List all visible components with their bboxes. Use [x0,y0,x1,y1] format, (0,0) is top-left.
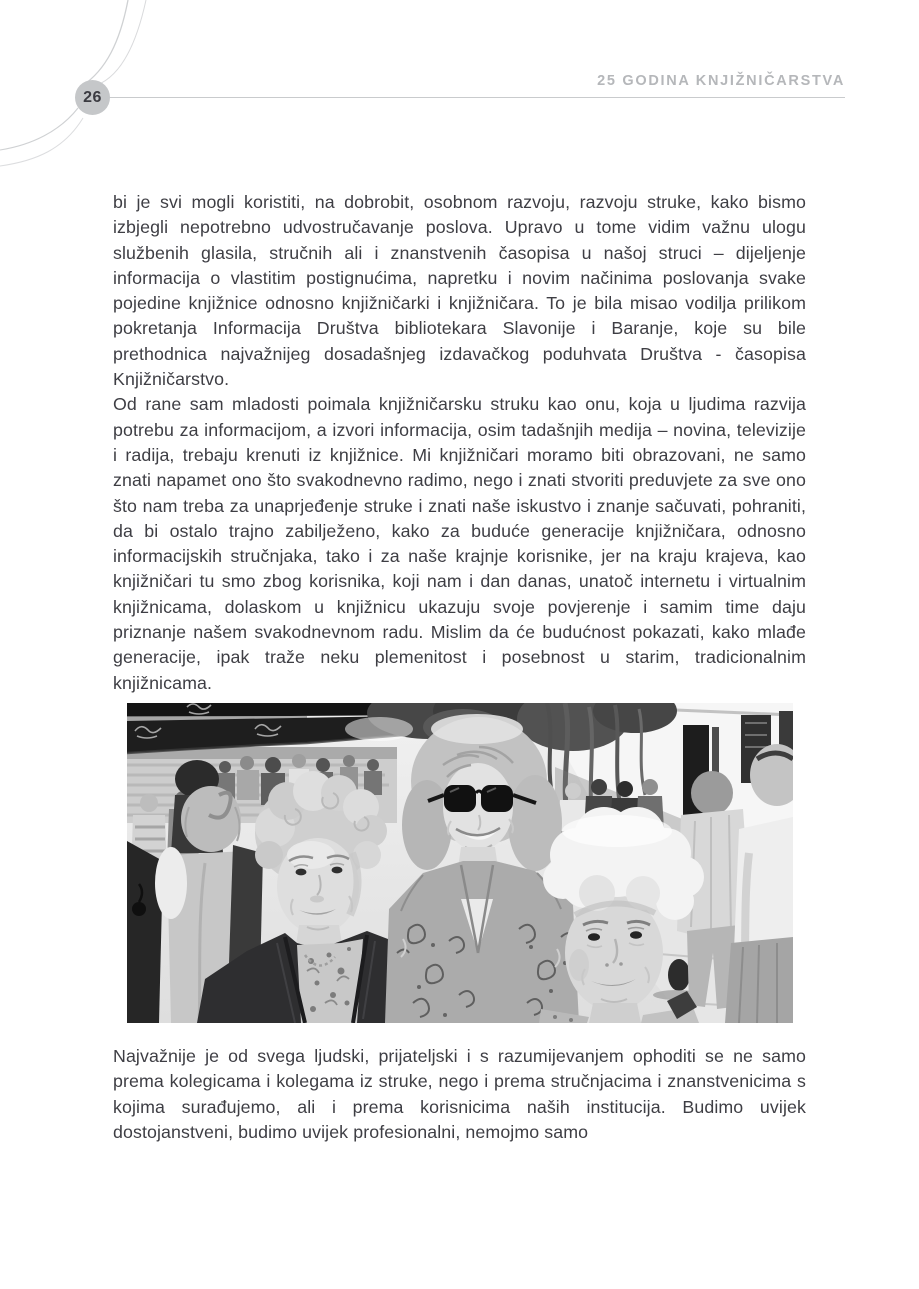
page-number-badge [75,80,110,115]
page-number: 26 [83,88,102,106]
decorative-corner-curves [0,0,240,190]
body-paragraph: Od rane sam mladosti poimala knjižničarsku struku kao onu, koja u ljudima razvija potrebu za informacijom, a izvori informacija, osim tadašnjih medija – novina, televizije i radija, trebaju krenuti iz knjižnice. Mi knjižničari moramo biti obrazovani, ne samo znati napamet ono što svakodnevno radimo, nego i znati stvoriti preduvjete za sve ono što nam treba za unaprjeđenje struke i znati naše iskustvo i znanje sačuvati, pohraniti, da bi ostalo trajno zabilježeno, kako za buduće generacije knjižničara, odnosno informacijskih stručnjaka, tako i za naše krajnje korisnike, jer na kraju krajeva, kao knjižničari tu smo zbog korisnika, koji nam i dan danas, unatoč internetu i virtualnim knjižnicama, dolaskom u knjižnicu ukazuju svoje povjerenje i samim time daju priznanje našem svakodnevnom radu. Mislim da će budućnost pokazati, kako mlađe generacije, ipak traže neku plemenitost i posebnost u starim, tradicionalnim knjižnicama. [113,394,806,693]
header-divider [104,97,845,98]
article-body [113,190,806,1145]
running-header: 25 GODINA KNJIŽNIČARSTVA [597,73,845,89]
event-photo [127,703,793,1023]
body-paragraph: Najvažnije je od svega ljudski, prijateljski i s razumijevanjem ophoditi se ne samo prema kolegicama i kolegama iz struke, nego i prema stručnjacima i znanstvenicima s kojima surađujemo, ali i prema korisnicima naših institucija. Budimo uvijek dostojanstveni, budimo uvijek profesionalni, nemojmo samo [113,1045,806,1142]
photo-illustration [127,703,793,1023]
body-paragraph: bi je svi mogli koristiti, na dobrobit, osobnom razvoju, razvoju struke, kako bismo izbjegli nepotrebno udvostručavanje poslova. Upravo u tome vidim važnu ulogu službenih glasila, stručnih ali i znanstvenih časopisa u našoj struci – dijeljenje informacija o vlastitim postignućima, napretku i novim načinima poslovanja svake pojedine knjižnice odnosno knjižničarki i knjižničara. To je bila misao vodilja prilikom pokretanja Informacija Društva bibliotekara Slavonije i Baranje, koje su bile prethodnica najvažnijeg dosadašnjeg izdavačkog poduhvata Društva - časopisa Knjižničarstvo. [113,192,806,390]
